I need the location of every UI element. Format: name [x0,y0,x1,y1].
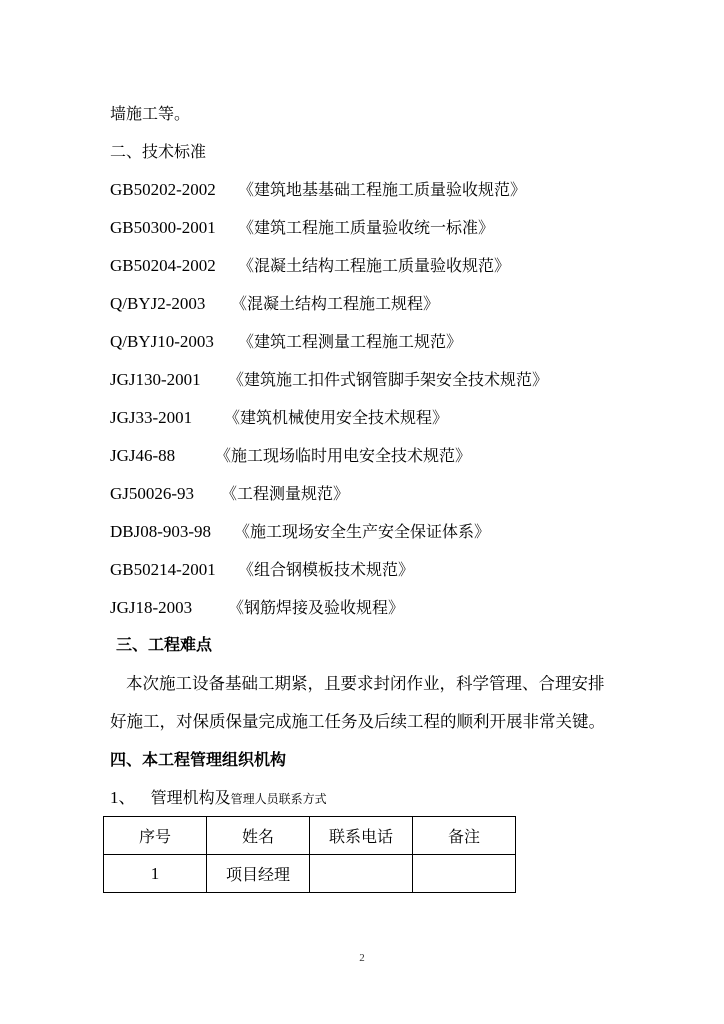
standard-item [110,179,527,201]
standard-item [110,217,495,239]
standard-item [110,407,449,429]
standard-title: 《建筑机械使用安全技术规程》 [224,408,449,427]
standard-title: 《建筑施工扣件式钢管脚手架安全技术规范》 [228,370,549,389]
standard-code: GB50214-2001 [110,560,216,579]
section-4-heading: 四、本工程管理组织机构 [110,750,287,769]
item-1-label [110,787,327,810]
section-3-paragraph-line-1: 本次施工设备基础工期紧，且要求封闭作业，科学管理、合理安排 [126,674,605,693]
item-1-label-small: 管理人员联系方式 [230,792,327,806]
standard-code: Q/BYJ2-2003 [110,294,206,313]
standard-title: 《工程测量规范》 [221,484,350,503]
management-contacts-table [103,816,516,893]
standard-code: JGJ46-88 [110,446,176,465]
standard-item [110,331,463,353]
standard-code: GB50204-2002 [110,256,216,275]
standard-title: 《混凝土结构工程施工质量验收规范》 [238,256,511,275]
standard-code: JGJ33-2001 [110,408,193,427]
standard-code: Q/BYJ10-2003 [110,332,214,351]
header-cell-name: 姓名 [207,817,310,855]
standard-item [110,597,405,619]
standard-code: JGJ18-2003 [110,598,193,617]
item-1-label-main: 管理机构及 [150,788,231,807]
intro-tail-text: 墙施工等。 [110,104,191,123]
standard-code: JGJ130-2001 [110,370,201,389]
section-2-heading: 二、技术标准 [110,142,207,161]
table-header-row [104,817,516,855]
standard-code: DBJ08-903-98 [110,522,212,541]
table-row [104,855,516,893]
standard-item [110,483,350,505]
standard-item [110,369,549,391]
standard-item [110,559,415,581]
standard-title: 《施工现场安全生产安全保证体系》 [234,522,491,541]
cell-name: 项目经理 [207,855,310,893]
standard-title: 《建筑地基基础工程施工质量验收规范》 [238,180,527,199]
section-3-paragraph-line-2: 好施工，对保质保量完成施工任务及后续工程的顺利开展非常关键。 [110,712,605,731]
standard-item [110,293,440,315]
standard-title: 《建筑工程施工质量验收统一标准》 [238,218,495,237]
header-cell-remarks: 备注 [413,817,516,855]
standard-title: 《施工现场临时用电安全技术规范》 [215,446,472,465]
header-cell-phone: 联系电话 [310,817,413,855]
standard-title: 《建筑工程测量工程施工规范》 [238,332,463,351]
standard-title: 《组合钢模板技术规范》 [238,560,415,579]
cell-phone [310,855,413,893]
item-1-number: 1、 [110,788,136,807]
standard-code: GB50202-2002 [110,180,216,199]
standard-item [110,255,511,277]
cell-remarks [413,855,516,893]
standard-code: GB50300-2001 [110,218,216,237]
page-number: 2 [359,952,365,964]
standard-code: GJ50026-93 [110,484,195,503]
standard-title: 《钢筋焊接及验收规程》 [228,598,405,617]
section-3-heading: 三、工程难点 [116,635,213,654]
standard-title: 《混凝土结构工程施工规程》 [231,294,440,313]
header-cell-index: 序号 [104,817,207,855]
standard-item [110,445,472,467]
cell-index: 1 [104,855,207,893]
standard-item [110,521,491,543]
